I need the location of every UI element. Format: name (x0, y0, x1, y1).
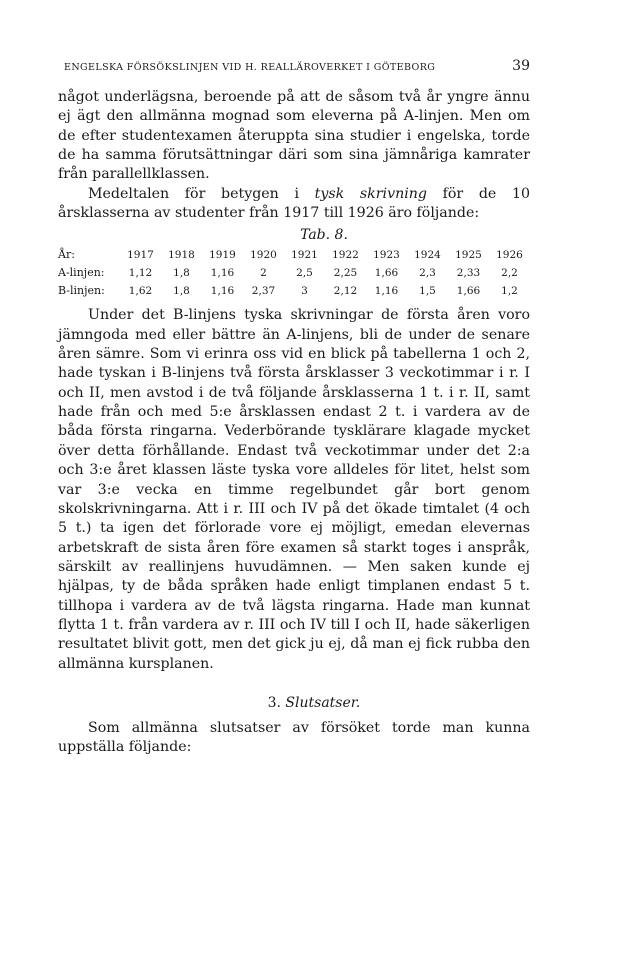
table-cell: 2,5 (296, 266, 313, 279)
table-cell: 2,37 (251, 284, 276, 297)
paragraph-continuation: något underlägsna, beroende på att de såsom två år yngre ännu ej ägt den allmänna mognad som eleverna på A-linjen. Men om de efter studentexamen återuppta sina studier i engelska, torde de ha samma förutsättningar däri som sina jämnåriga kamrater från parallellklassen. (58, 89, 530, 183)
table-cell: 2,25 (333, 266, 358, 279)
paragraph-discussion: Under det B-linjens tyska skrivningar de första åren voro jämngoda med eller bättre än A-linjens, bli de under de senare åren sämre. Som vi erinra oss vid en blick på tabellerna 1 och 2, hade tyskan i B-linjens två första årsklasser 3 veckotimmar i r. I och II, men avstod i de två följande årsklasserna 1 t. i r. II, samt hade från och med 5:e årsklassen endast 2 t. i vardera av de båda första ringarna. Vederbörande tysklärare klagade mycket över detta förhållande. Endast två veckotimmar under det 2:a och 3:e året klassen läste tyska vore alldeles för litet, helst som var 3:e vecka en timme regelbundet går bort genom skolskrivningarna. Att i r. III och IV på det ökade timtalet (4 och 5 t.) ta igen det förlorade vore ej möjligt, emedan elevernas arbetskraft de sista åren före examen så starkt toges i anspråk, särskilt av reallinjens huvudämnen. — Men saken kunde ej hjälpas, ty de båda språken hade enligt timplanen endast 5 t. tillhopa i vardera av de två lägsta ringarna. Hade man kunnat flytta 1 t. från vardera av r. III och IV till I och II, hade säkerligen resultatet blivit gott, men det gick ju ej, då man ej fick rubba den allmänna kursplanen. (58, 307, 530, 672)
table-cell: 1,12 (128, 266, 153, 279)
table-row (58, 282, 530, 300)
paragraph-text: för de 10 årsklasserna av studenter från 1917 till 1926 äro följande: (58, 185, 530, 222)
table-row-label: B-linjen: (58, 284, 105, 298)
table-cell: 1920 (250, 248, 277, 261)
table-cell: 1922 (332, 248, 359, 261)
table-cell: 1921 (291, 248, 318, 261)
table-cell: 1924 (414, 248, 441, 261)
table-cell: 2,12 (333, 284, 358, 297)
table-cell: 1,2 (501, 284, 518, 297)
table-cell: 1926 (496, 248, 523, 261)
table-cell: 2,3 (419, 266, 436, 279)
table-cell: 3 (301, 284, 308, 297)
page-number: 39 (512, 58, 530, 74)
running-title: ENGELSKA FÖRSÖKSLINJEN VID H. REALLÄROVERKET I GÖTEBORG (64, 62, 436, 73)
table-cell: 1917 (127, 248, 154, 261)
emphasis-tysk-skrivning: tysk skrivning (314, 185, 427, 202)
paragraph-conclusions: Som allmänna slutsatser av försöket torde man kunna uppställa följande: (58, 719, 530, 756)
document-page (58, 58, 530, 758)
running-head (58, 58, 530, 74)
table-cell: 1925 (455, 248, 482, 261)
table-cell: 1919 (209, 248, 236, 261)
table-caption: Tab. 8. (300, 227, 348, 244)
table-cell: 1918 (168, 248, 195, 261)
table-row-label: A-linjen: (58, 266, 105, 280)
table-cell: 1,8 (173, 284, 190, 297)
table-cell: 1,16 (374, 284, 399, 297)
paragraph-tysk-skrivning (58, 185, 530, 224)
grade-table (58, 246, 530, 300)
section-number: 3. (267, 694, 281, 711)
table-cell: 1,66 (374, 266, 399, 279)
table-cell: 1,62 (128, 284, 153, 297)
table-cell: 1,66 (456, 284, 481, 297)
table-cell: 1,5 (419, 284, 436, 297)
table-cell: 1,16 (210, 284, 235, 297)
table-cell: 2 (260, 266, 267, 279)
table-row (58, 264, 530, 282)
table-cell: 1,16 (210, 266, 235, 279)
table-row-label: År: (58, 248, 75, 262)
section-title: Slutsatser. (285, 694, 361, 711)
table-row (58, 246, 530, 264)
section-heading (58, 695, 530, 711)
paragraph-text: Medeltalen för betygen i (88, 185, 315, 202)
table-cell: 1,8 (173, 266, 190, 279)
table-cell: 1923 (373, 248, 400, 261)
table-cell: 2,2 (501, 266, 518, 279)
table-cell: 2,33 (456, 266, 481, 279)
